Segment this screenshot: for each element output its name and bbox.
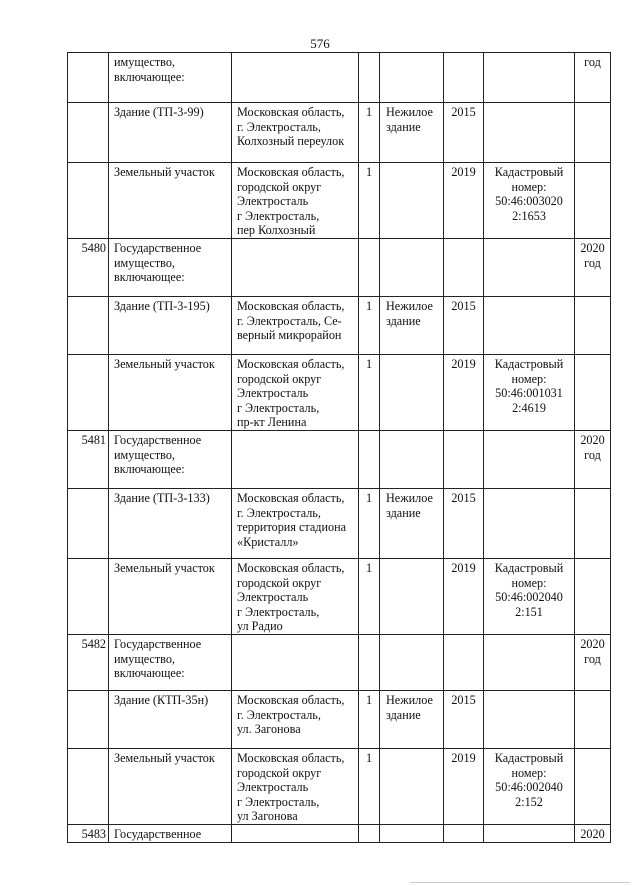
cadastral-number-cell: Кадастровый номер: 50:46:002040 2:151	[484, 559, 575, 635]
cadastral-number-cell: Кадастровый номер: 50:46:003020 2:1653	[484, 163, 575, 239]
object-name-cell: Земельный участок	[109, 748, 232, 824]
object-type-cell	[380, 559, 444, 635]
address-cell	[232, 53, 359, 103]
transfer-year-cell	[575, 559, 611, 635]
object-name-cell: Земельный участок	[109, 163, 232, 239]
object-name-cell: Здание (ТП-3-133)	[109, 489, 232, 559]
cadastral-number-cell	[484, 297, 575, 355]
property-table-body	[68, 53, 611, 843]
object-type-cell: Нежилое здание	[380, 103, 444, 163]
row-number-cell	[68, 53, 109, 103]
quantity-cell: 1	[359, 297, 380, 355]
address-cell: Московская область, городской округ Электросталь г Электросталь, пр-кт Ленина	[232, 355, 359, 431]
address-cell: Московская область, г. Электросталь, Се- верный микрорайон	[232, 297, 359, 355]
table-row	[68, 748, 611, 824]
object-type-cell	[380, 355, 444, 431]
table-row	[68, 239, 611, 297]
table-row	[68, 103, 611, 163]
row-number-cell: 5483	[68, 824, 109, 842]
object-name-cell: Государственное имущество, включающее:	[109, 431, 232, 489]
address-cell	[232, 634, 359, 690]
quantity-cell: 1	[359, 559, 380, 635]
transfer-year-cell: 2020 год	[575, 634, 611, 690]
quantity-cell: 1	[359, 163, 380, 239]
table-row	[68, 431, 611, 489]
address-cell: Московская область, г. Электросталь, Колхозный переулок	[232, 103, 359, 163]
transfer-year-cell	[575, 297, 611, 355]
address-cell	[232, 431, 359, 489]
object-name-cell: Государственное имущество, включающее:	[109, 634, 232, 690]
quantity-cell	[359, 431, 380, 489]
property-table	[67, 52, 611, 843]
row-number-cell	[68, 297, 109, 355]
transfer-year-cell: год	[575, 53, 611, 103]
cadastral-number-cell	[484, 431, 575, 489]
quantity-cell	[359, 239, 380, 297]
transfer-year-cell: 2020 год	[575, 239, 611, 297]
cadastral-number-cell	[484, 690, 575, 748]
address-cell	[232, 824, 359, 842]
quantity-cell: 1	[359, 355, 380, 431]
object-name-cell: Здание (КТП-35н)	[109, 690, 232, 748]
year-cell: 2015	[444, 690, 484, 748]
quantity-cell	[359, 53, 380, 103]
object-type-cell	[380, 634, 444, 690]
row-number-cell	[68, 163, 109, 239]
quantity-cell	[359, 634, 380, 690]
object-name-cell: Государственное	[109, 824, 232, 842]
row-number-cell	[68, 355, 109, 431]
quantity-cell: 1	[359, 489, 380, 559]
cadastral-number-cell: Кадастровый номер: 50:46:002040 2:152	[484, 748, 575, 824]
year-cell	[444, 431, 484, 489]
year-cell: 2019	[444, 748, 484, 824]
row-number-cell	[68, 690, 109, 748]
page-number: 576	[310, 36, 330, 51]
table-row	[68, 690, 611, 748]
object-type-cell	[380, 431, 444, 489]
cadastral-number-cell	[484, 489, 575, 559]
quantity-cell: 1	[359, 748, 380, 824]
transfer-year-cell: 2020	[575, 824, 611, 842]
table-row	[68, 634, 611, 690]
transfer-year-cell	[575, 489, 611, 559]
address-cell: Московская область, г. Электросталь, территория стадиона «Кристалл»	[232, 489, 359, 559]
object-name-cell: имущество, включающее:	[109, 53, 232, 103]
row-number-cell: 5480	[68, 239, 109, 297]
table-row	[68, 824, 611, 842]
object-name-cell: Здание (ТП-3-99)	[109, 103, 232, 163]
row-number-cell	[68, 103, 109, 163]
year-cell: 2015	[444, 297, 484, 355]
table-row	[68, 297, 611, 355]
cadastral-number-cell	[484, 239, 575, 297]
transfer-year-cell	[575, 690, 611, 748]
address-cell: Московская область, городской округ Электросталь г Электросталь, ул Радио	[232, 559, 359, 635]
table-row	[68, 53, 611, 103]
address-cell: Московская область, городской округ Электросталь г Электросталь, пер Колхозный	[232, 163, 359, 239]
object-name-cell: Земельный участок	[109, 559, 232, 635]
quantity-cell: 1	[359, 690, 380, 748]
address-cell	[232, 239, 359, 297]
transfer-year-cell	[575, 355, 611, 431]
object-type-cell: Нежилое здание	[380, 489, 444, 559]
year-cell	[444, 239, 484, 297]
cadastral-number-cell	[484, 103, 575, 163]
object-type-cell: Нежилое здание	[380, 297, 444, 355]
scan-edge-line	[410, 882, 630, 883]
table-row	[68, 559, 611, 635]
row-number-cell	[68, 559, 109, 635]
cadastral-number-cell	[484, 53, 575, 103]
object-name-cell: Государственное имущество, включающее:	[109, 239, 232, 297]
cadastral-number-cell: Кадастровый номер: 50:46:001031 2:4619	[484, 355, 575, 431]
transfer-year-cell	[575, 748, 611, 824]
year-cell: 2019	[444, 355, 484, 431]
object-type-cell	[380, 748, 444, 824]
year-cell	[444, 824, 484, 842]
object-type-cell	[380, 53, 444, 103]
year-cell: 2015	[444, 489, 484, 559]
table-row	[68, 355, 611, 431]
quantity-cell: 1	[359, 103, 380, 163]
object-name-cell: Здание (ТП-3-195)	[109, 297, 232, 355]
table-row	[68, 163, 611, 239]
row-number-cell	[68, 489, 109, 559]
object-name-cell: Земельный участок	[109, 355, 232, 431]
year-cell	[444, 53, 484, 103]
row-number-cell: 5482	[68, 634, 109, 690]
object-type-cell	[380, 824, 444, 842]
row-number-cell	[68, 748, 109, 824]
object-type-cell: Нежилое здание	[380, 690, 444, 748]
transfer-year-cell	[575, 163, 611, 239]
object-type-cell	[380, 163, 444, 239]
table-row	[68, 489, 611, 559]
year-cell: 2019	[444, 163, 484, 239]
transfer-year-cell: 2020 год	[575, 431, 611, 489]
transfer-year-cell	[575, 103, 611, 163]
address-cell: Московская область, городской округ Электросталь г Электросталь, ул Загонова	[232, 748, 359, 824]
cadastral-number-cell	[484, 824, 575, 842]
year-cell: 2015	[444, 103, 484, 163]
row-number-cell: 5481	[68, 431, 109, 489]
year-cell: 2019	[444, 559, 484, 635]
quantity-cell	[359, 824, 380, 842]
address-cell: Московская область, г. Электросталь, ул. Загонова	[232, 690, 359, 748]
cadastral-number-cell	[484, 634, 575, 690]
object-type-cell	[380, 239, 444, 297]
year-cell	[444, 634, 484, 690]
